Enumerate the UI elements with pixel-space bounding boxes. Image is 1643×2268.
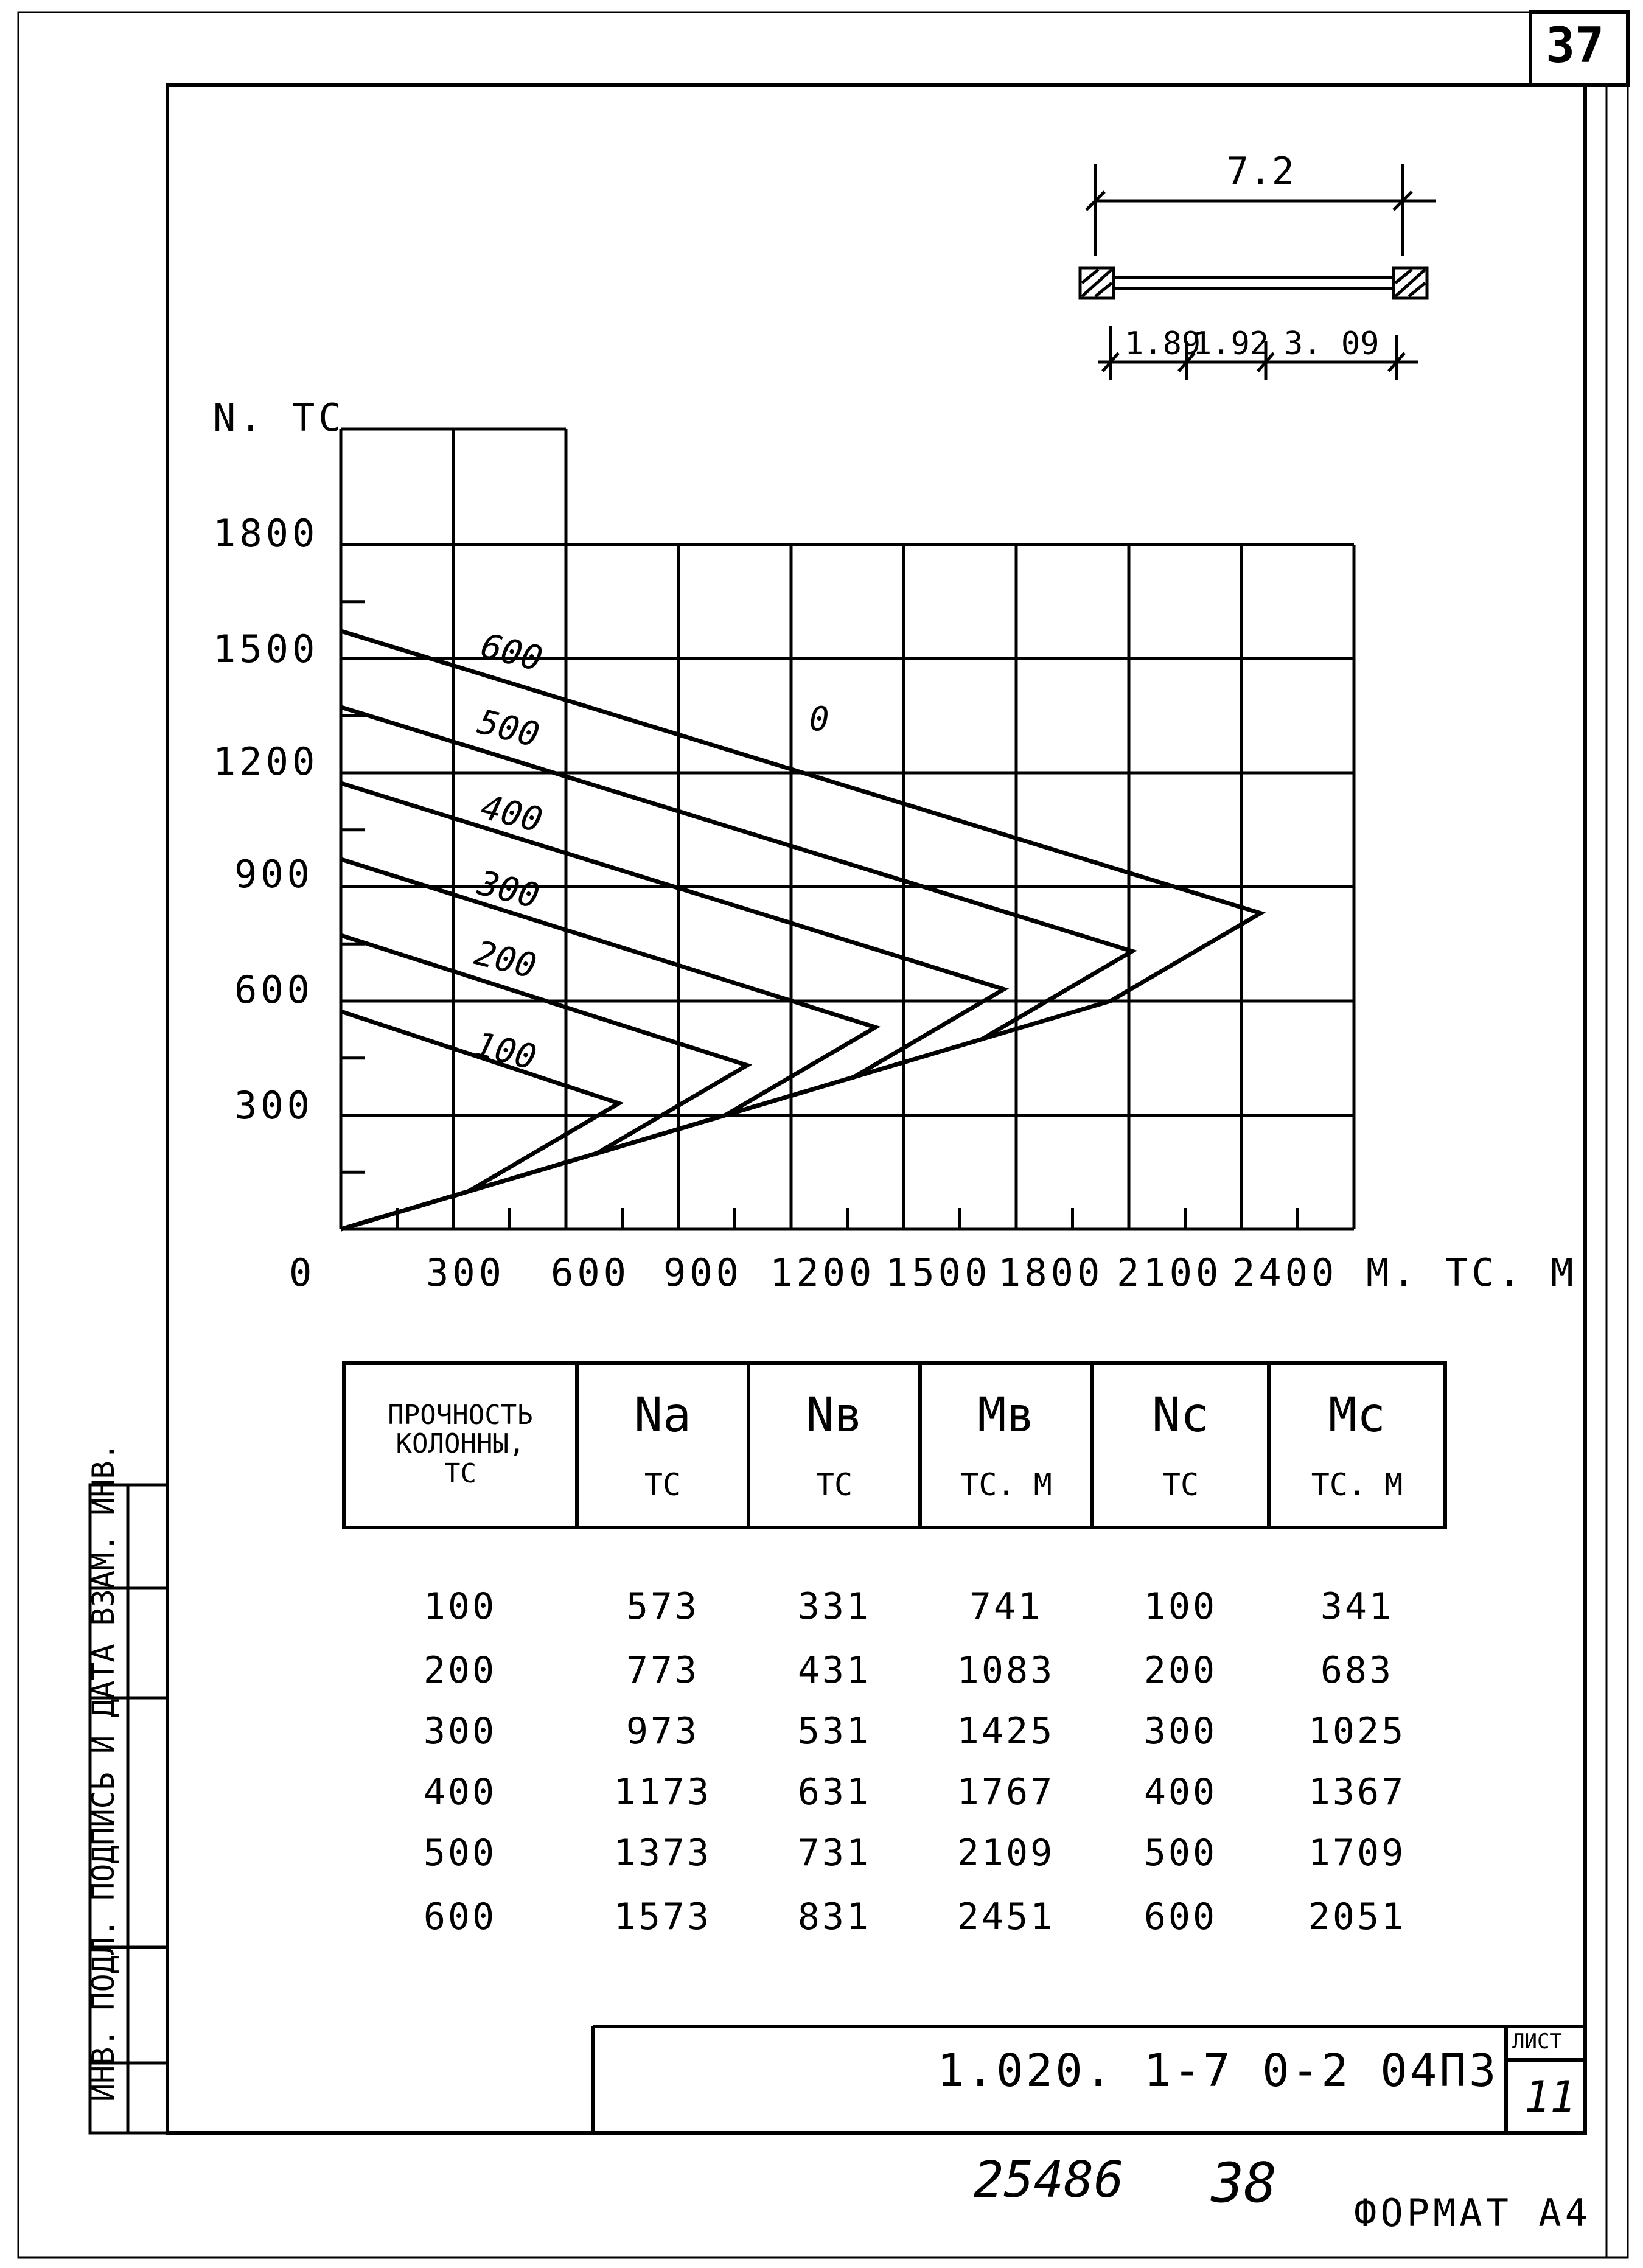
table-cell: 2051 bbox=[1308, 1896, 1406, 1938]
table-cell: 500 bbox=[423, 1832, 497, 1874]
table-cell: 341 bbox=[1320, 1585, 1394, 1628]
section-overall-width: 7.2 bbox=[1226, 149, 1294, 194]
handwritten-number: 25486 bbox=[974, 2151, 1124, 2209]
y-tick-label: 600 bbox=[234, 968, 313, 1012]
table-cell: 1573 bbox=[613, 1896, 712, 1938]
sheet-label: ЛИСТ bbox=[1512, 2029, 1562, 2054]
table-header-unit: ТС. М bbox=[1311, 1467, 1403, 1502]
table-cell: 1173 bbox=[613, 1771, 712, 1813]
table-header-na bbox=[577, 1369, 748, 1521]
table-header-mb bbox=[920, 1369, 1092, 1521]
table-cell: 1425 bbox=[957, 1710, 1055, 1753]
table-header-symbol: Mв bbox=[977, 1388, 1035, 1443]
table-cell: 1767 bbox=[957, 1771, 1055, 1813]
document-code: 1.020. 1-7 0-2 04ПЗ bbox=[937, 2045, 1499, 2097]
table-cell: 1083 bbox=[957, 1649, 1055, 1692]
table-header-unit: ТС. М bbox=[960, 1467, 1052, 1502]
table-cell: 973 bbox=[626, 1710, 700, 1753]
table-cell: 683 bbox=[1320, 1649, 1394, 1692]
table-header-nc bbox=[1092, 1369, 1269, 1521]
x-tick-label: 1200 bbox=[770, 1251, 876, 1295]
y-tick-label: 900 bbox=[234, 852, 313, 896]
table-header-nb bbox=[748, 1369, 920, 1521]
table-cell: 1367 bbox=[1308, 1771, 1406, 1813]
table-cell: 573 bbox=[626, 1585, 700, 1628]
table-cell: 831 bbox=[797, 1896, 871, 1938]
table-header-symbol: Nв bbox=[806, 1388, 863, 1443]
handwritten-page: 38 bbox=[1211, 2151, 1277, 2215]
format-label: ФОРМАТ А4 bbox=[1354, 2191, 1591, 2235]
table-cell: 2109 bbox=[957, 1832, 1055, 1874]
y-tick-label: 300 bbox=[234, 1083, 313, 1128]
table-cell: 2451 bbox=[957, 1896, 1055, 1938]
series-label-100: 100 bbox=[470, 1024, 540, 1078]
table-cell: 100 bbox=[423, 1585, 497, 1628]
series-line-200 bbox=[341, 935, 747, 1229]
y-tick-label: 1200 bbox=[213, 739, 319, 784]
table-cell: 400 bbox=[1143, 1771, 1218, 1813]
table-cell: 1025 bbox=[1308, 1710, 1406, 1753]
table-cell: 431 bbox=[797, 1649, 871, 1692]
series-label-400: 400 bbox=[476, 787, 546, 841]
x-axis-label: M. TC. M bbox=[1366, 1251, 1577, 1295]
table-header-mc bbox=[1269, 1369, 1445, 1521]
section-segment-3: 3. 09 bbox=[1284, 326, 1380, 362]
table-header-strength bbox=[344, 1375, 577, 1515]
table-cell: 731 bbox=[797, 1832, 871, 1874]
table-cell: 773 bbox=[626, 1649, 700, 1692]
table-cell: 200 bbox=[423, 1649, 497, 1692]
table-cell: 631 bbox=[797, 1771, 871, 1813]
x-tick-label: 2100 bbox=[1117, 1251, 1223, 1295]
table-header-strength-title: ПРОЧНОСТЬ КОЛОННЫ, bbox=[388, 1400, 533, 1459]
series-line-300 bbox=[341, 859, 876, 1229]
side-stamp-text: ИНВ. ПОДЛ. ПОДПИСЬ И ДАТА ВЗАМ. ИНВ. bbox=[86, 1442, 121, 2102]
origin-label: 0 bbox=[289, 1251, 316, 1295]
x-tick-label: 300 bbox=[426, 1251, 505, 1295]
table-header-strength-unit: ТС bbox=[444, 1457, 476, 1489]
table-header-unit: ТС bbox=[815, 1467, 853, 1502]
chart-annotation: 0 bbox=[809, 700, 829, 738]
table-cell: 531 bbox=[797, 1710, 871, 1753]
table-cell: 500 bbox=[1143, 1832, 1218, 1874]
y-tick-label: 1500 bbox=[213, 627, 319, 671]
series-label-600: 600 bbox=[476, 626, 546, 680]
table-cell: 100 bbox=[1143, 1585, 1218, 1628]
table-cell: 200 bbox=[1143, 1649, 1218, 1692]
x-tick-label: 1800 bbox=[998, 1251, 1104, 1295]
table-cell: 741 bbox=[969, 1585, 1043, 1628]
sheet-corner-number: 37 bbox=[1546, 17, 1605, 74]
series-label-300: 300 bbox=[473, 863, 543, 917]
series-label-200: 200 bbox=[470, 933, 540, 987]
table-cell: 1709 bbox=[1308, 1832, 1406, 1874]
x-tick-label: 600 bbox=[551, 1251, 630, 1295]
section-segment-2: 1.92 bbox=[1193, 326, 1269, 362]
table-cell: 331 bbox=[797, 1585, 871, 1628]
series-line-500 bbox=[341, 707, 1132, 1229]
table-cell: 600 bbox=[1143, 1896, 1218, 1938]
y-axis-label: N. TC bbox=[213, 396, 345, 440]
table-cell: 300 bbox=[1143, 1710, 1218, 1753]
y-tick-label: 1800 bbox=[213, 511, 319, 556]
main-frame bbox=[167, 85, 1585, 2133]
table-cell: 400 bbox=[423, 1771, 497, 1813]
table-cell: 300 bbox=[423, 1710, 497, 1753]
sheet-number: 11 bbox=[1524, 2072, 1576, 2122]
section-segment-1: 1.89 bbox=[1125, 326, 1201, 362]
table-header-symbol: Mc bbox=[1328, 1388, 1386, 1443]
table-header-unit: ТС bbox=[1162, 1467, 1199, 1502]
table-header-symbol: Na bbox=[634, 1388, 691, 1443]
table-header-unit: ТС bbox=[644, 1467, 682, 1502]
table-cell: 1373 bbox=[613, 1832, 712, 1874]
x-tick-label: 1500 bbox=[885, 1251, 991, 1295]
x-tick-label: 900 bbox=[663, 1251, 742, 1295]
table-cell: 600 bbox=[423, 1896, 497, 1938]
x-tick-label: 2400 bbox=[1232, 1251, 1338, 1295]
series-label-500: 500 bbox=[473, 702, 543, 756]
table-header-symbol: Nc bbox=[1152, 1388, 1209, 1443]
